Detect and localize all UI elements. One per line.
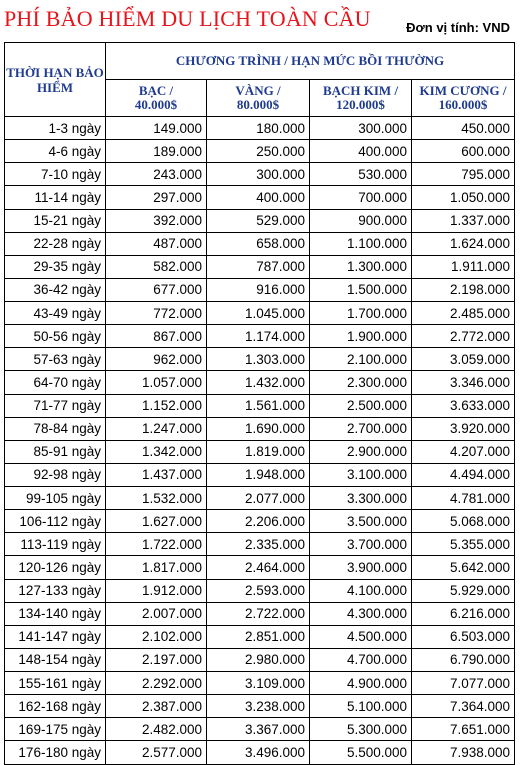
period-cell: 155-161 ngày xyxy=(5,672,106,695)
table-row xyxy=(5,255,515,278)
vang-premium-cell: 1.432.000 xyxy=(207,371,310,394)
plan-limit: 120.000$ xyxy=(336,97,385,112)
table-row xyxy=(5,348,515,371)
bac-premium-cell: 962.000 xyxy=(106,348,207,371)
table-row xyxy=(5,278,515,301)
vang-premium-cell: 2.722.000 xyxy=(207,602,310,625)
vang-premium-cell: 1.948.000 xyxy=(207,463,310,486)
bach-kim-premium-cell: 700.000 xyxy=(310,186,412,209)
vang-premium-cell: 3.109.000 xyxy=(207,672,310,695)
kim-cuong-premium-cell: 5.642.000 xyxy=(412,556,515,579)
plan-header-bac xyxy=(106,80,207,117)
period-cell: 176-180 ngày xyxy=(5,741,106,764)
plan-limit: 160.000$ xyxy=(438,97,488,112)
table-row xyxy=(5,117,515,140)
vang-premium-cell: 1.819.000 xyxy=(207,440,310,463)
plan-limit: 80.000$ xyxy=(236,97,280,112)
table-row xyxy=(5,232,515,255)
bach-kim-premium-cell: 2.700.000 xyxy=(310,417,412,440)
period-column-header: THỜI HẠN BẢO HIỂM xyxy=(5,43,106,117)
bach-kim-premium-cell: 3.700.000 xyxy=(310,533,412,556)
plan-name: BẠCH KIM / xyxy=(322,83,399,98)
bach-kim-premium-cell: 4.500.000 xyxy=(310,625,412,648)
period-cell: 169-175 ngày xyxy=(5,718,106,741)
vang-premium-cell: 2.593.000 xyxy=(207,579,310,602)
bach-kim-premium-cell: 900.000 xyxy=(310,209,412,232)
vang-premium-cell: 529.000 xyxy=(207,209,310,232)
kim-cuong-premium-cell: 3.346.000 xyxy=(412,371,515,394)
kim-cuong-premium-cell: 5.068.000 xyxy=(412,510,515,533)
vang-premium-cell: 2.980.000 xyxy=(207,648,310,671)
table-row xyxy=(5,625,515,648)
bac-premium-cell: 2.102.000 xyxy=(106,625,207,648)
table-row xyxy=(5,579,515,602)
kim-cuong-premium-cell: 6.790.000 xyxy=(412,648,515,671)
table-row xyxy=(5,510,515,533)
kim-cuong-premium-cell: 7.364.000 xyxy=(412,695,515,718)
period-cell: 106-112 ngày xyxy=(5,510,106,533)
period-cell: 43-49 ngày xyxy=(5,302,106,325)
bach-kim-premium-cell: 2.900.000 xyxy=(310,440,412,463)
bac-premium-cell: 189.000 xyxy=(106,140,207,163)
bac-premium-cell: 1.817.000 xyxy=(106,556,207,579)
bac-premium-cell: 2.482.000 xyxy=(106,718,207,741)
kim-cuong-premium-cell: 5.355.000 xyxy=(412,533,515,556)
table-row xyxy=(5,533,515,556)
table-row xyxy=(5,741,515,764)
table-row xyxy=(5,325,515,348)
table-row xyxy=(5,672,515,695)
bac-premium-cell: 2.197.000 xyxy=(106,648,207,671)
plan-group-header: CHƯƠNG TRÌNH / HẠN MỨC BỒI THƯỜNG xyxy=(106,43,515,80)
bach-kim-premium-cell: 530.000 xyxy=(310,163,412,186)
bach-kim-premium-cell: 1.900.000 xyxy=(310,325,412,348)
table-row xyxy=(5,487,515,510)
table-row xyxy=(5,463,515,486)
kim-cuong-premium-cell: 1.337.000 xyxy=(412,209,515,232)
premium-table xyxy=(4,42,515,765)
period-cell: 22-28 ngày xyxy=(5,232,106,255)
period-cell: 99-105 ngày xyxy=(5,487,106,510)
table-row xyxy=(5,209,515,232)
vang-premium-cell: 1.561.000 xyxy=(207,394,310,417)
table-row xyxy=(5,695,515,718)
currency-unit-label: Đơn vị tính: VND xyxy=(406,20,510,35)
vang-premium-cell: 658.000 xyxy=(207,232,310,255)
bac-premium-cell: 582.000 xyxy=(106,255,207,278)
bac-premium-cell: 1.152.000 xyxy=(106,394,207,417)
kim-cuong-premium-cell: 4.207.000 xyxy=(412,440,515,463)
bac-premium-cell: 297.000 xyxy=(106,186,207,209)
premium-table-body xyxy=(5,117,515,765)
bac-premium-cell: 487.000 xyxy=(106,232,207,255)
vang-premium-cell: 2.335.000 xyxy=(207,533,310,556)
vang-premium-cell: 1.045.000 xyxy=(207,302,310,325)
period-cell: 57-63 ngày xyxy=(5,348,106,371)
bach-kim-premium-cell: 5.300.000 xyxy=(310,718,412,741)
bac-premium-cell: 1.532.000 xyxy=(106,487,207,510)
table-row xyxy=(5,140,515,163)
bac-premium-cell: 392.000 xyxy=(106,209,207,232)
bach-kim-premium-cell: 3.300.000 xyxy=(310,487,412,510)
period-cell: 78-84 ngày xyxy=(5,417,106,440)
plan-name: BẠC / xyxy=(138,83,174,98)
bac-premium-cell: 2.292.000 xyxy=(106,672,207,695)
bach-kim-premium-cell: 3.900.000 xyxy=(310,556,412,579)
kim-cuong-premium-cell: 795.000 xyxy=(412,163,515,186)
period-cell: 113-119 ngày xyxy=(5,533,106,556)
vang-premium-cell: 3.496.000 xyxy=(207,741,310,764)
bac-premium-cell: 1.912.000 xyxy=(106,579,207,602)
bac-premium-cell: 677.000 xyxy=(106,278,207,301)
bac-premium-cell: 2.387.000 xyxy=(106,695,207,718)
kim-cuong-premium-cell: 1.624.000 xyxy=(412,232,515,255)
period-cell: 7-10 ngày xyxy=(5,163,106,186)
vang-premium-cell: 916.000 xyxy=(207,278,310,301)
vang-premium-cell: 3.367.000 xyxy=(207,718,310,741)
bac-premium-cell: 1.627.000 xyxy=(106,510,207,533)
plan-name: KIM CƯƠNG / xyxy=(419,83,507,98)
bach-kim-premium-cell: 2.100.000 xyxy=(310,348,412,371)
table-row xyxy=(5,163,515,186)
vang-premium-cell: 250.000 xyxy=(207,140,310,163)
period-cell: 141-147 ngày xyxy=(5,625,106,648)
vang-premium-cell: 2.206.000 xyxy=(207,510,310,533)
table-row xyxy=(5,371,515,394)
kim-cuong-premium-cell: 1.050.000 xyxy=(412,186,515,209)
period-cell: 71-77 ngày xyxy=(5,394,106,417)
vang-premium-cell: 1.690.000 xyxy=(207,417,310,440)
kim-cuong-premium-cell: 7.077.000 xyxy=(412,672,515,695)
plan-header-kim-cuong xyxy=(412,80,515,117)
bac-premium-cell: 1.247.000 xyxy=(106,417,207,440)
plan-name: VÀNG / xyxy=(235,83,281,98)
period-cell: 15-21 ngày xyxy=(5,209,106,232)
kim-cuong-premium-cell: 6.216.000 xyxy=(412,602,515,625)
vang-premium-cell: 787.000 xyxy=(207,255,310,278)
bach-kim-premium-cell: 4.700.000 xyxy=(310,648,412,671)
kim-cuong-premium-cell: 6.503.000 xyxy=(412,625,515,648)
period-cell: 127-133 ngày xyxy=(5,579,106,602)
kim-cuong-premium-cell: 3.059.000 xyxy=(412,348,515,371)
bach-kim-premium-cell: 3.100.000 xyxy=(310,463,412,486)
table-row xyxy=(5,718,515,741)
bac-premium-cell: 1.437.000 xyxy=(106,463,207,486)
vang-premium-cell: 2.077.000 xyxy=(207,487,310,510)
table-row xyxy=(5,417,515,440)
period-cell: 85-91 ngày xyxy=(5,440,106,463)
kim-cuong-premium-cell: 5.929.000 xyxy=(412,579,515,602)
kim-cuong-premium-cell: 4.781.000 xyxy=(412,487,515,510)
bac-premium-cell: 243.000 xyxy=(106,163,207,186)
bac-premium-cell: 1.057.000 xyxy=(106,371,207,394)
table-row xyxy=(5,556,515,579)
kim-cuong-premium-cell: 2.485.000 xyxy=(412,302,515,325)
plan-limit: 40.000$ xyxy=(134,97,178,112)
page-title: PHÍ BẢO HIỂM DU LỊCH TOÀN CẦU xyxy=(4,6,371,31)
bach-kim-premium-cell: 4.900.000 xyxy=(310,672,412,695)
bac-premium-cell: 2.007.000 xyxy=(106,602,207,625)
bach-kim-premium-cell: 3.500.000 xyxy=(310,510,412,533)
plan-header-vang xyxy=(207,80,310,117)
bach-kim-premium-cell: 5.100.000 xyxy=(310,695,412,718)
kim-cuong-premium-cell: 2.198.000 xyxy=(412,278,515,301)
period-cell: 1-3 ngày xyxy=(5,117,106,140)
kim-cuong-premium-cell: 1.911.000 xyxy=(412,255,515,278)
bach-kim-premium-cell: 400.000 xyxy=(310,140,412,163)
bach-kim-premium-cell: 1.300.000 xyxy=(310,255,412,278)
bach-kim-premium-cell: 1.100.000 xyxy=(310,232,412,255)
table-row xyxy=(5,302,515,325)
bach-kim-premium-cell: 2.300.000 xyxy=(310,371,412,394)
vang-premium-cell: 3.238.000 xyxy=(207,695,310,718)
period-cell: 148-154 ngày xyxy=(5,648,106,671)
vang-premium-cell: 2.464.000 xyxy=(207,556,310,579)
kim-cuong-premium-cell: 600.000 xyxy=(412,140,515,163)
period-cell: 36-42 ngày xyxy=(5,278,106,301)
table-row xyxy=(5,186,515,209)
table-row xyxy=(5,602,515,625)
bach-kim-premium-cell: 4.100.000 xyxy=(310,579,412,602)
bach-kim-premium-cell: 2.500.000 xyxy=(310,394,412,417)
kim-cuong-premium-cell: 7.651.000 xyxy=(412,718,515,741)
table-row xyxy=(5,394,515,417)
period-cell: 11-14 ngày xyxy=(5,186,106,209)
vang-premium-cell: 1.174.000 xyxy=(207,325,310,348)
kim-cuong-premium-cell: 4.494.000 xyxy=(412,463,515,486)
period-cell: 92-98 ngày xyxy=(5,463,106,486)
vang-premium-cell: 1.303.000 xyxy=(207,348,310,371)
kim-cuong-premium-cell: 450.000 xyxy=(412,117,515,140)
kim-cuong-premium-cell: 3.633.000 xyxy=(412,394,515,417)
plan-header-bach-kim xyxy=(310,80,412,117)
bach-kim-premium-cell: 300.000 xyxy=(310,117,412,140)
vang-premium-cell: 400.000 xyxy=(207,186,310,209)
period-cell: 4-6 ngày xyxy=(5,140,106,163)
bac-premium-cell: 2.577.000 xyxy=(106,741,207,764)
bac-premium-cell: 1.722.000 xyxy=(106,533,207,556)
period-cell: 29-35 ngày xyxy=(5,255,106,278)
vang-premium-cell: 300.000 xyxy=(207,163,310,186)
period-cell: 120-126 ngày xyxy=(5,556,106,579)
bac-premium-cell: 772.000 xyxy=(106,302,207,325)
bac-premium-cell: 867.000 xyxy=(106,325,207,348)
period-cell: 50-56 ngày xyxy=(5,325,106,348)
kim-cuong-premium-cell: 3.920.000 xyxy=(412,417,515,440)
kim-cuong-premium-cell: 7.938.000 xyxy=(412,741,515,764)
table-row xyxy=(5,440,515,463)
bach-kim-premium-cell: 5.500.000 xyxy=(310,741,412,764)
bac-premium-cell: 1.342.000 xyxy=(106,440,207,463)
bac-premium-cell: 149.000 xyxy=(106,117,207,140)
kim-cuong-premium-cell: 2.772.000 xyxy=(412,325,515,348)
vang-premium-cell: 180.000 xyxy=(207,117,310,140)
bach-kim-premium-cell: 4.300.000 xyxy=(310,602,412,625)
period-cell: 162-168 ngày xyxy=(5,695,106,718)
bach-kim-premium-cell: 1.500.000 xyxy=(310,278,412,301)
period-cell: 64-70 ngày xyxy=(5,371,106,394)
period-cell: 134-140 ngày xyxy=(5,602,106,625)
table-row xyxy=(5,648,515,671)
vang-premium-cell: 2.851.000 xyxy=(207,625,310,648)
bach-kim-premium-cell: 1.700.000 xyxy=(310,302,412,325)
